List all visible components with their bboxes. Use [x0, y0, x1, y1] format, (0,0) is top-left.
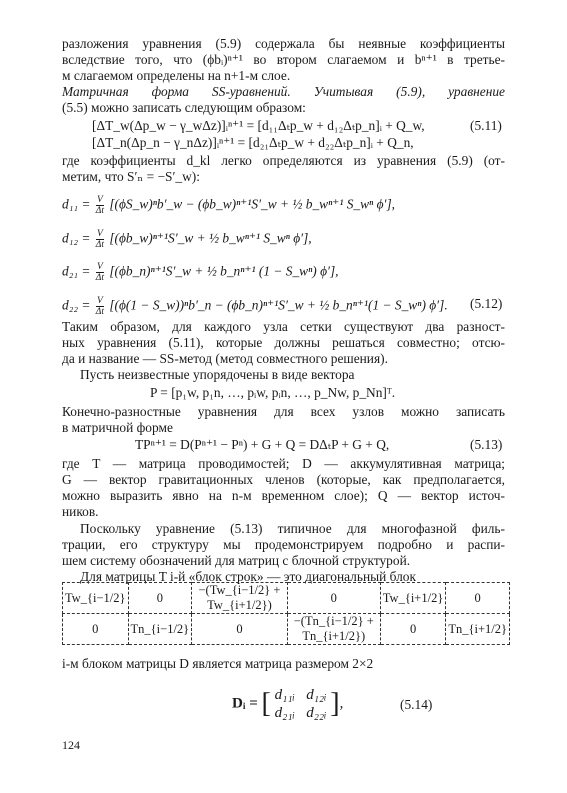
block-cell: 0 [380, 614, 446, 645]
text-line: G — вектор гравитационных членов (которые, как предполагается, [62, 472, 505, 487]
coef-label: d₁₂ = [62, 230, 91, 246]
equation-5-11b: [ΔT_n(Δp_n − γ_nΔz)]ᵢⁿ⁺¹ = [d₂₁Δₜp_w + d₂₂Δₜp_n]ᵢ + Q_n, [92, 135, 414, 150]
block-cell: 0 [128, 583, 192, 614]
matrix-entry: d₂₂ᵢ [306, 705, 327, 721]
coef-expression: [(ϕb_n)ⁿ⁺¹S′_w + ½ b_nⁿ⁺¹ (1 − S_wⁿ) ϕ′], [109, 263, 339, 279]
text-line: Пусть неизвестные упорядочены в виде вектора [80, 367, 355, 382]
matrix-d: Dᵢ = [ d₁₁ᵢ d₁₂ᵢ d₂₁ᵢ d₂₂ᵢ ], [232, 687, 344, 721]
equation-number: (5.13) [470, 437, 503, 452]
block-cell: −(Tw_{i−1/2} + Tw_{i+1/2}) [192, 583, 288, 614]
fraction: $\frac{V}{\Delta t}$ [95, 262, 104, 283]
fraction: $\frac{V}{\Delta t}$ [95, 229, 104, 250]
fraction: $\frac{V}{\Delta t}$ [95, 296, 104, 317]
text-line: м слагаемом определены на n+1-м слое. [62, 68, 291, 83]
text-line: где T — матрица проводимостей; D — аккумулятивная матрица; [62, 456, 505, 471]
coef-d22 [62, 296, 448, 317]
coef-label: d₂₂ = [62, 297, 91, 313]
coef-expression: [(ϕS_w)ⁿb′_w − (ϕb_w)ⁿ⁺¹S′_w + ½ b_wⁿ⁺¹ S_wⁿ ϕ′], [109, 196, 396, 212]
text-line: метим, что S′ₙ = −S′_w): [62, 169, 200, 184]
block-row-table [62, 582, 510, 643]
coef-label: d₁₁ = [62, 196, 91, 212]
block-cell: 0 [63, 614, 129, 645]
text-line: Таким образом, для каждого узла сетки существуют два разност- [62, 319, 505, 334]
text-line: Конечно-разностные уравнения для всех узлов можно записать [62, 404, 505, 419]
coef-label: d₂₁ = [62, 263, 91, 279]
coef-d21 [62, 262, 339, 283]
text-line: ных уравнения (5.11), которые должны решаться совместно; отсю- [62, 335, 505, 350]
section-heading: Матричная форма SS-уравнений. Учитывая (5.9), уравнение [62, 84, 505, 99]
text-line: вследствие того, что (ϕbᵢ)ⁿ⁺¹ во втором слагаемом и bⁿ⁺¹ в третье- [62, 52, 505, 67]
coef-d11 [62, 195, 395, 216]
block-cell: 0 [287, 583, 380, 614]
block-cell: Tn_{i−1/2} [128, 614, 192, 645]
equation-5-13: TPⁿ⁺¹ = D(Pⁿ⁺¹ − Pⁿ) + G + Q = DΔₜP + G + Q, [135, 437, 390, 452]
text-line: ников. [62, 504, 99, 519]
coef-expression: [(ϕ(1 − S_w))ⁿb′_n − (ϕb_n)ⁿ⁺¹S′_w + ½ b_nⁿ⁺¹(1 − S_wⁿ) ϕ′]. [109, 297, 448, 313]
text-line: шем систему обозначений для матриц с блочной структурой. [62, 553, 411, 568]
matrix-label: Dᵢ = [232, 695, 258, 712]
matrix-entry: d₂₁ᵢ [274, 705, 295, 721]
text-line: да и название — SS-метод (метод совместного решения). [62, 351, 388, 366]
text-line: Поскольку уравнение (5.13) типичное для многофазной филь- [80, 521, 505, 536]
vector-definition: P = [p₁w, p₁n, …, pᵢw, pᵢn, …, p_Nw, p_Nn]ᵀ. [150, 385, 396, 400]
coef-expression: [(ϕb_w)ⁿ⁺¹S′_w + ½ b_wⁿ⁺¹ S_wⁿ ϕ′], [109, 230, 312, 246]
text-line: где коэффициенты d_kl легко определяются из уравнения (5.9) (от- [62, 153, 505, 168]
text-line: Для матрицы T i-й «блок строк» — это диагональный блок [80, 569, 417, 584]
text-line: разложения уравнения (5.9) содержала бы неявные коэффициенты [62, 36, 505, 51]
equation-number: (5.12) [470, 296, 503, 311]
block-cell: −(Tn_{i−1/2} + Tn_{i+1/2}) [287, 614, 380, 645]
text-line: трации, его структуру мы продемонстрируем подробно и распи- [62, 537, 505, 552]
block-cell: 0 [446, 583, 510, 614]
matrix-entry: d₁₁ᵢ [274, 687, 295, 703]
block-cell: Tn_{i+1/2} [446, 614, 510, 645]
block-cell: Tw_{i+1/2} [380, 583, 446, 614]
equation-5-11a: [ΔT_w(Δp_w − γ_wΔz)]ᵢⁿ⁺¹ = [d₁₁Δₜp_w + d₁₂Δₜp_n]ᵢ + Q_w, [92, 118, 425, 133]
matrix-entry: d₁₂ᵢ [306, 687, 327, 703]
coef-d12 [62, 229, 312, 250]
fraction: $\frac{V}{\Delta t}$ [95, 195, 104, 216]
equation-number: (5.11) [470, 118, 502, 133]
block-cell: 0 [192, 614, 288, 645]
equation-number: (5.14) [400, 697, 433, 712]
block-cell: Tw_{i−1/2} [63, 583, 129, 614]
text-line: в матричной форме [62, 420, 173, 435]
text-line: (5.5) можно записать следующим образом: [62, 100, 306, 115]
text-line: i-м блоком матрицы D является матрица размером 2×2 [62, 656, 374, 671]
text-line: можно выразить явно на n-м временном слое); Q — вектор источ- [62, 488, 505, 503]
page-number: 124 [62, 738, 80, 752]
